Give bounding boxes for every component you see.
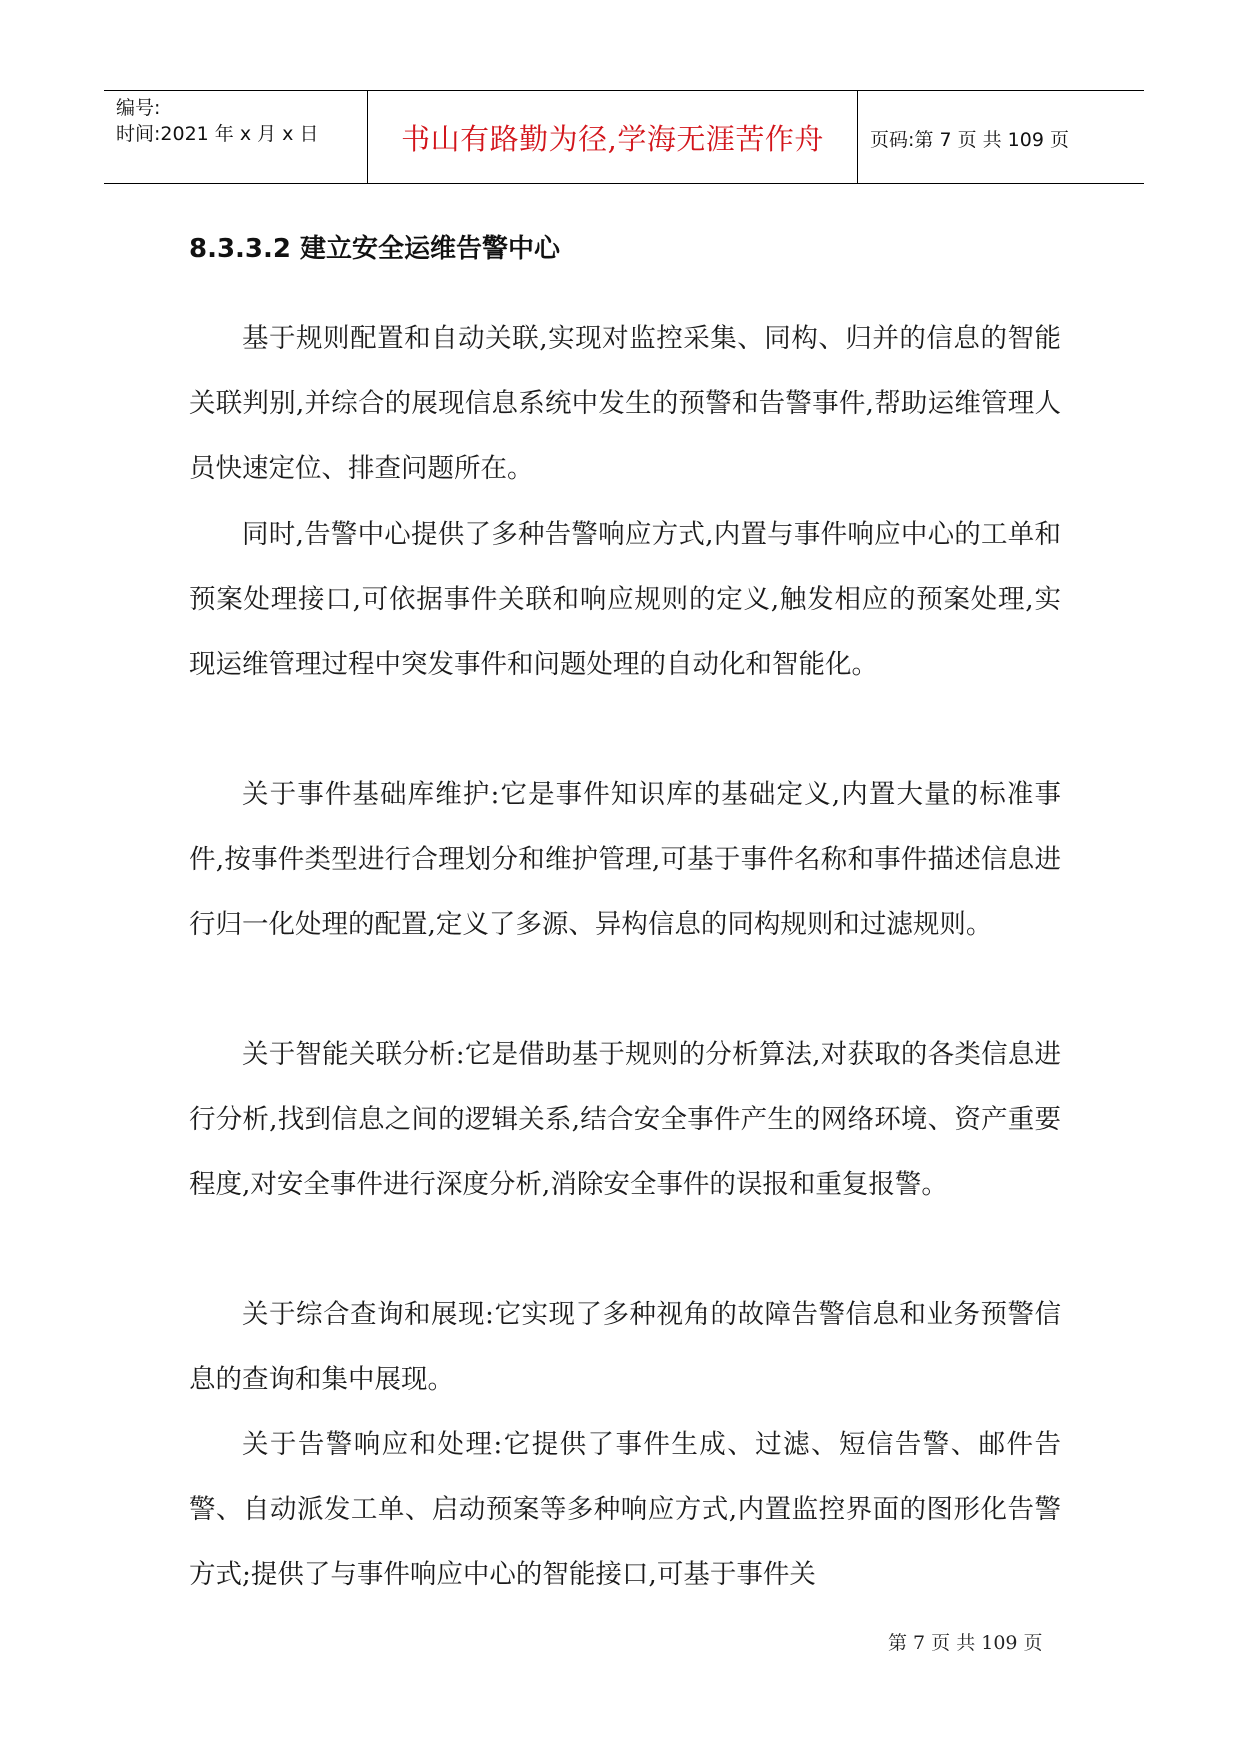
section-title: 8.3.3.2 建立安全运维告警中心: [189, 234, 561, 264]
header-page-cell: [858, 91, 1144, 183]
page-footer: 第 7 页 共 109 页: [888, 1632, 1043, 1654]
header-page-info: 页码:第 7 页 共 109 页: [870, 129, 1069, 151]
header-motto-cell: [368, 91, 858, 183]
paragraph: 关于事件基础库维护:它是事件知识库的基础定义,内置大量的标准事件,按事件类型进行合理划分和维护管理,可基于事件名称和事件描述信息进行归一化处理的配置,定义了多源、异构信息的同构规则和过滤规则。: [189, 779, 1061, 940]
page-header: [104, 90, 1144, 184]
header-motto: 书山有路勤为径,学海无涯苦作舟: [401, 122, 824, 156]
document-code-label: 编号:: [116, 97, 161, 119]
header-meta-cell: [104, 91, 368, 183]
document-time-label: 时间:2021 年 x 月 x 日: [116, 123, 319, 145]
paragraph: 关于告警响应和处理:它提供了事件生成、过滤、短信告警、邮件告警、自动派发工单、启动预案等多种响应方式,内置监控界面的图形化告警方式;提供了与事件响应中心的智能接口,可基于事件关: [189, 1429, 1061, 1590]
paragraph: 基于规则配置和自动关联,实现对监控采集、同构、归并的信息的智能关联判别,并综合的展现信息系统中发生的预警和告警事件,帮助运维管理人员快速定位、排查问题所在。: [189, 323, 1061, 484]
paragraph: 同时,告警中心提供了多种告警响应方式,内置与事件响应中心的工单和预案处理接口,可依据事件关联和响应规则的定义,触发相应的预案处理,实现运维管理过程中突发事件和问题处理的自动化和智能化。: [189, 519, 1061, 680]
paragraph: 关于智能关联分析:它是借助基于规则的分析算法,对获取的各类信息进行分析,找到信息之间的逻辑关系,结合安全事件产生的网络环境、资产重要程度,对安全事件进行深度分析,消除安全事件的误报和重复报警。: [189, 1039, 1061, 1200]
paragraph: 关于综合查询和展现:它实现了多种视角的故障告警信息和业务预警信息的查询和集中展现。: [189, 1299, 1061, 1395]
